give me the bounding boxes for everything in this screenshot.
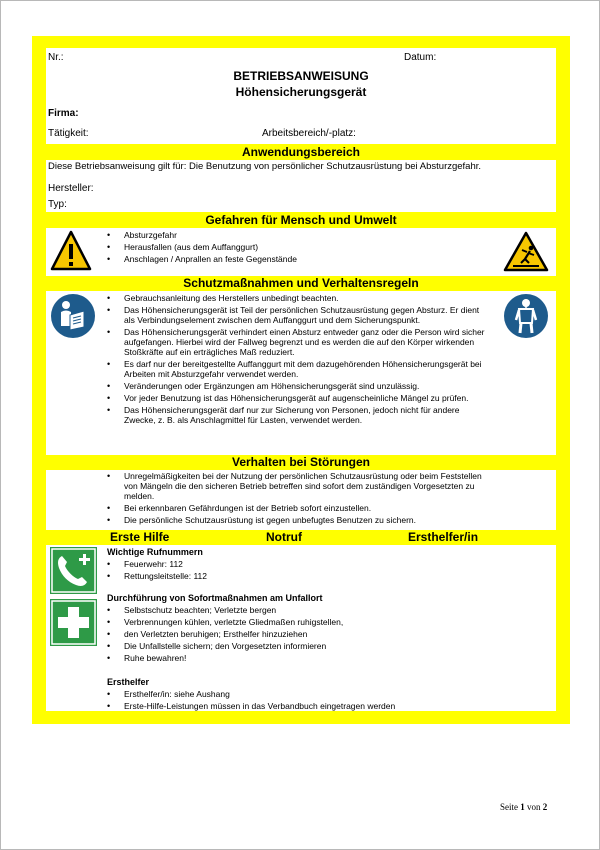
- taetigkeit-label: Tätigkeit:: [48, 128, 89, 139]
- datum-label: Datum:: [404, 52, 437, 63]
- read-manual-icon: [50, 293, 96, 339]
- gefahren-heading: Gefahren für Mensch und Umwelt: [46, 213, 556, 228]
- harness-icon: [503, 293, 549, 339]
- page-prefix: Seite: [500, 802, 518, 812]
- stoerungen-list: [107, 471, 497, 527]
- list-item: • Feuerwehr: 112: [107, 559, 407, 569]
- document-title: BETRIEBSANWEISUNG: [233, 69, 369, 83]
- page-current: 1: [520, 802, 525, 812]
- list-item: • Selbstschutz beachten; Verletzte bergen: [107, 605, 507, 615]
- ersthelfer-title: Ersthelfer: [107, 677, 150, 687]
- list-item: • Bei erkennbaren Gefährdungen ist der Betrieb sofort einzustellen.: [107, 503, 497, 513]
- list-item: • Das Höhensicherungsgerät ist Teil der persönlichen Schutzausrüstung gegen Absturz. Er dient als Verbindungselement zwischen dem Auffanggurt und dem Sicherungspunkt.: [107, 305, 491, 325]
- list-item: • Es darf nur der bereitgestellte Auffanggurt mit dem dazugehörenden Höhensicherungsgerät bei Arbeiten mit Absturzgefahr verwendet werden.: [107, 359, 491, 379]
- list-item: • Anschlagen / Anprallen an feste Gegenstände: [107, 254, 487, 264]
- ersthelfer-heading: Ersthelfer/in: [408, 530, 479, 544]
- anwendungsbereich-text: Diese Betriebsanweisung gilt für: Die Benutzung von persönlicher Schutzausrüstung bei Absturzgefahr.: [48, 161, 482, 172]
- list-item: • Erste-Hilfe-Leistungen müssen in das Verbandbuch eingetragen werden: [107, 701, 527, 711]
- list-item: • Gebrauchsanleitung des Herstellers unbedingt beachten.: [107, 293, 491, 303]
- list-item: • Rettungsleitstelle: 112: [107, 571, 407, 581]
- list-item: • Die persönliche Schutzausrüstung ist gegen unbefugtes Benutzen zu sichern.: [107, 515, 497, 525]
- emergency-phone-icon: [50, 547, 97, 594]
- typ-label: Typ:: [48, 199, 67, 210]
- list-item: • Veränderungen oder Ergänzungen am Höhensicherungsgerät sind unzulässig.: [107, 381, 491, 391]
- schutzmassnahmen-list: [107, 293, 491, 427]
- list-item: • Das Höhensicherungsgerät darf nur zur Sicherung von Personen, jedoch nicht für andere Zwecke, z. B. als Anschlagmittel für Lasten, verwendet werden.: [107, 405, 491, 425]
- rufnummern-title: Wichtige Rufnummern: [107, 547, 203, 557]
- page-total: 2: [542, 802, 548, 812]
- schutzmassnahmen-heading: Schutzmaßnahmen und Verhaltensregeln: [46, 276, 556, 291]
- list-item: • Unregelmäßigkeiten bei der Nutzung der persönlichen Schutzausrüstung oder beim Feststellen von Mängeln die den sicheren Betrieb betreffen sind sofort dem zuständigen Vorgesetzten zu melden.: [107, 471, 497, 501]
- rufnummern-list: [107, 559, 407, 583]
- notruf-heading: Notruf: [266, 530, 302, 544]
- erste-hilfe-heading: Erste Hilfe: [110, 530, 170, 544]
- fall-hazard-icon: [503, 230, 549, 273]
- page-number: [500, 802, 547, 812]
- list-item: • Die Unfallstelle sichern; den Vorgesetzten informieren: [107, 641, 507, 651]
- ersthelfer-list: [107, 689, 527, 713]
- stoerungen-heading: Verhalten bei Störungen: [46, 455, 556, 470]
- list-item: • Das Höhensicherungsgerät verhindert einen Absturz entweder ganz oder die Person wird sicher aufgefangen. Hierbei wird der Fallweg begrenzt und es werden die auf den Körper wirkenden Stoßkräfte auf ein erträgliches Maß reduziert.: [107, 327, 491, 357]
- firma-label: Firma:: [48, 108, 79, 119]
- sofortmassnahmen-title: Durchführung von Sofortmaßnahmen am Unfallort: [107, 593, 323, 603]
- list-item: • Ruhe bewahren!: [107, 653, 507, 663]
- hersteller-label: Hersteller:: [48, 183, 94, 194]
- document-subtitle: Höhensicherungsgerät: [235, 85, 367, 99]
- anwendungsbereich-heading: Anwendungsbereich: [46, 145, 556, 160]
- sofortmassnahmen-list: [107, 605, 507, 665]
- warning-triangle-icon: [50, 229, 92, 273]
- list-item: • Vor jeder Benutzung ist das Höhensicherungsgerät auf augenscheinliche Mängel zu prüfen.: [107, 393, 491, 403]
- list-item: • Ersthelfer/in: siehe Aushang: [107, 689, 527, 699]
- first-aid-cross-icon: [50, 599, 97, 646]
- page-of: von: [527, 802, 541, 812]
- list-item: • den Verletzten beruhigen; Ersthelfer hinzuziehen: [107, 629, 507, 639]
- list-item: • Absturzgefahr: [107, 230, 487, 240]
- list-item: • Herausfallen (aus dem Auffanggurt): [107, 242, 487, 252]
- list-item: • Verbrennungen kühlen, verletzte Gliedmaßen ruhigstellen,: [107, 617, 507, 627]
- nr-label: Nr.:: [48, 52, 64, 63]
- arbeitsbereich-label: Arbeitsbereich/-platz:: [262, 128, 356, 139]
- gefahren-list: [107, 230, 487, 266]
